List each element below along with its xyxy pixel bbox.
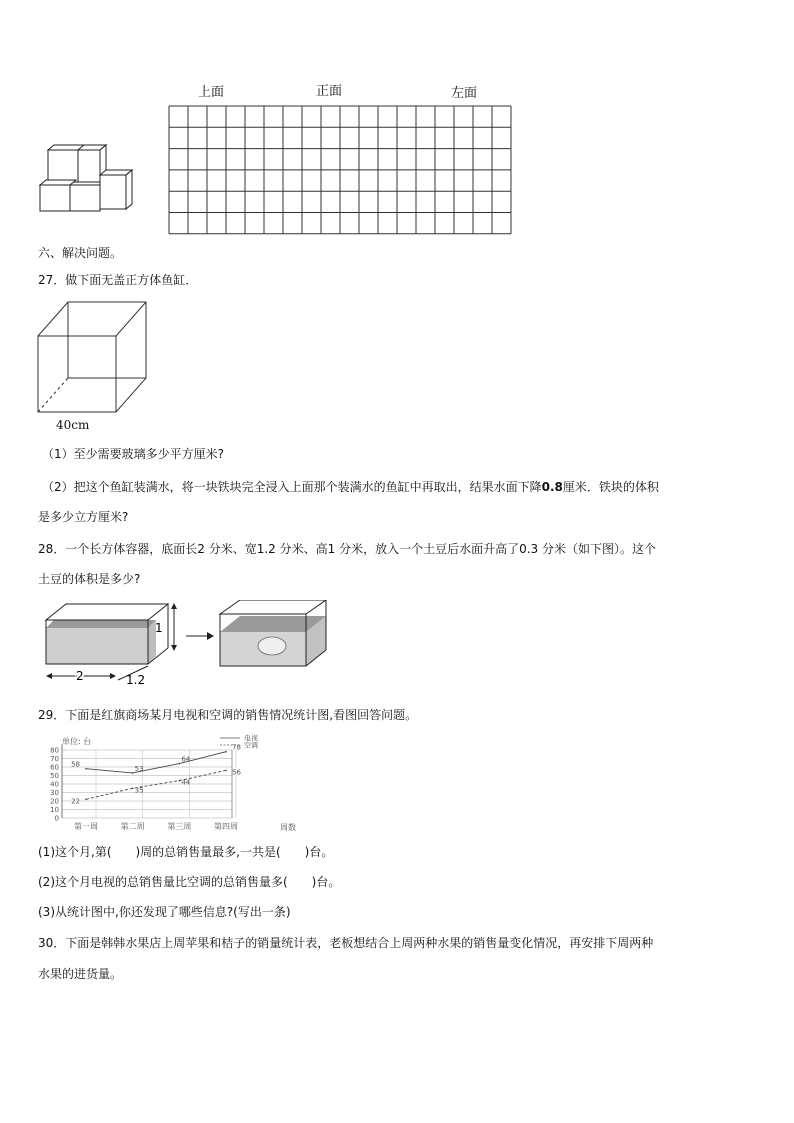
chart-point — [179, 763, 181, 765]
chart-data-label: 22 — [71, 797, 80, 806]
q27-part1: （1）至少需要玻璃多少平方厘米? — [42, 447, 225, 461]
chart-point — [85, 799, 87, 801]
q27-title: 27．做下面无盖正方体鱼缸． — [38, 273, 198, 287]
chart-legend-label: 电视 — [244, 734, 258, 743]
chart-y-tick-label: 50 — [50, 772, 59, 780]
height-label: 1 — [155, 621, 163, 635]
chart-y-tick-label: 30 — [50, 789, 59, 797]
label-front-view: 正面 — [316, 84, 343, 99]
q30-line2: 水果的进货量。 — [38, 967, 123, 981]
cube-stack-figure — [36, 142, 136, 214]
chart-y-tick-label: 70 — [50, 755, 59, 763]
chart-x-tick-label: 第一周 — [74, 822, 98, 831]
chart-legend-label: 空调 — [244, 741, 258, 750]
chart-data-label: 78 — [232, 743, 241, 752]
q29-part2: (2)这个月电视的总销售量比空调的总销售量多( )台。 — [38, 875, 341, 889]
chart-data-label: 53 — [134, 764, 144, 773]
edge-length-label: 40cm — [56, 418, 90, 432]
chart-point — [85, 768, 87, 770]
q30-line1: 30．下面是韩韩水果店上周苹果和桔子的销量统计表，老板想结合上周两种水果的销售量变化情况，再安排下周两种 — [38, 936, 654, 950]
chart-x-tick-label: 第二周 — [120, 822, 145, 831]
drawing-grid — [168, 105, 512, 235]
chart-point — [132, 772, 134, 774]
q27-part2-line2: 是多少立方厘米? — [38, 510, 129, 524]
q29-part3: (3)从统计图中,你还发现了哪些信息?(写出一条) — [38, 905, 291, 919]
q27-part2-line1: （2）把这个鱼缸装满水，将一块铁块完全浸入上面那个装满水的鱼缸中再取出，结果水面下降0.8厘米．铁块的体积 — [42, 480, 659, 494]
chart-y-tick-label: 0 — [54, 814, 59, 823]
q28-line1: 28．一个长方体容器，底面长2 分米、宽1.2 分米、高1 分米，放入一个土豆后水面升高了0.3 分米（如下图）。这个 — [38, 542, 656, 556]
chart-data-label: 35 — [134, 786, 144, 795]
chart-unit-label: 单位: 台 — [62, 737, 92, 746]
chart-y-tick-label: 20 — [50, 797, 59, 806]
chart-x-axis-label: 周数 — [280, 823, 296, 832]
q28-line2: 土豆的体积是多少? — [38, 572, 141, 586]
section-heading: 六、解决问题。 — [38, 246, 123, 260]
chart-x-tick-label: 第三周 — [167, 822, 192, 831]
chart-data-label: 64 — [181, 755, 191, 764]
chart-data-label: 56 — [232, 768, 241, 777]
chart-y-tick-label: 80 — [50, 746, 59, 755]
open-cube-tank-figure — [36, 298, 156, 416]
chart-data-label: 44 — [181, 778, 191, 787]
chart-point — [225, 751, 227, 753]
sales-line-chart — [40, 730, 300, 836]
container-figure — [36, 600, 336, 690]
label-top-view: 上面 — [198, 85, 225, 100]
chart-data-label: 58 — [71, 760, 80, 769]
chart-y-tick-label: 60 — [50, 763, 59, 772]
width-label: 1.2 — [126, 673, 146, 687]
label-left-view: 左面 — [451, 86, 478, 101]
chart-point — [225, 770, 227, 772]
q29-title: 29．下面是红旗商场某月电视和空调的销售情况统计图,看图回答问题。 — [38, 708, 418, 722]
length-label: 2 — [76, 669, 84, 683]
q29-part1: (1)这个月,第( )周的总销售量最多,一共是( )台。 — [38, 845, 334, 859]
chart-series-line-1 — [86, 752, 226, 773]
chart-point — [179, 780, 181, 782]
chart-point — [132, 787, 134, 789]
chart-x-tick-label: 第四周 — [214, 822, 238, 831]
chart-series-line-2 — [86, 770, 226, 799]
chart-y-tick-label: 10 — [50, 806, 59, 814]
chart-y-tick-label: 40 — [50, 780, 59, 789]
